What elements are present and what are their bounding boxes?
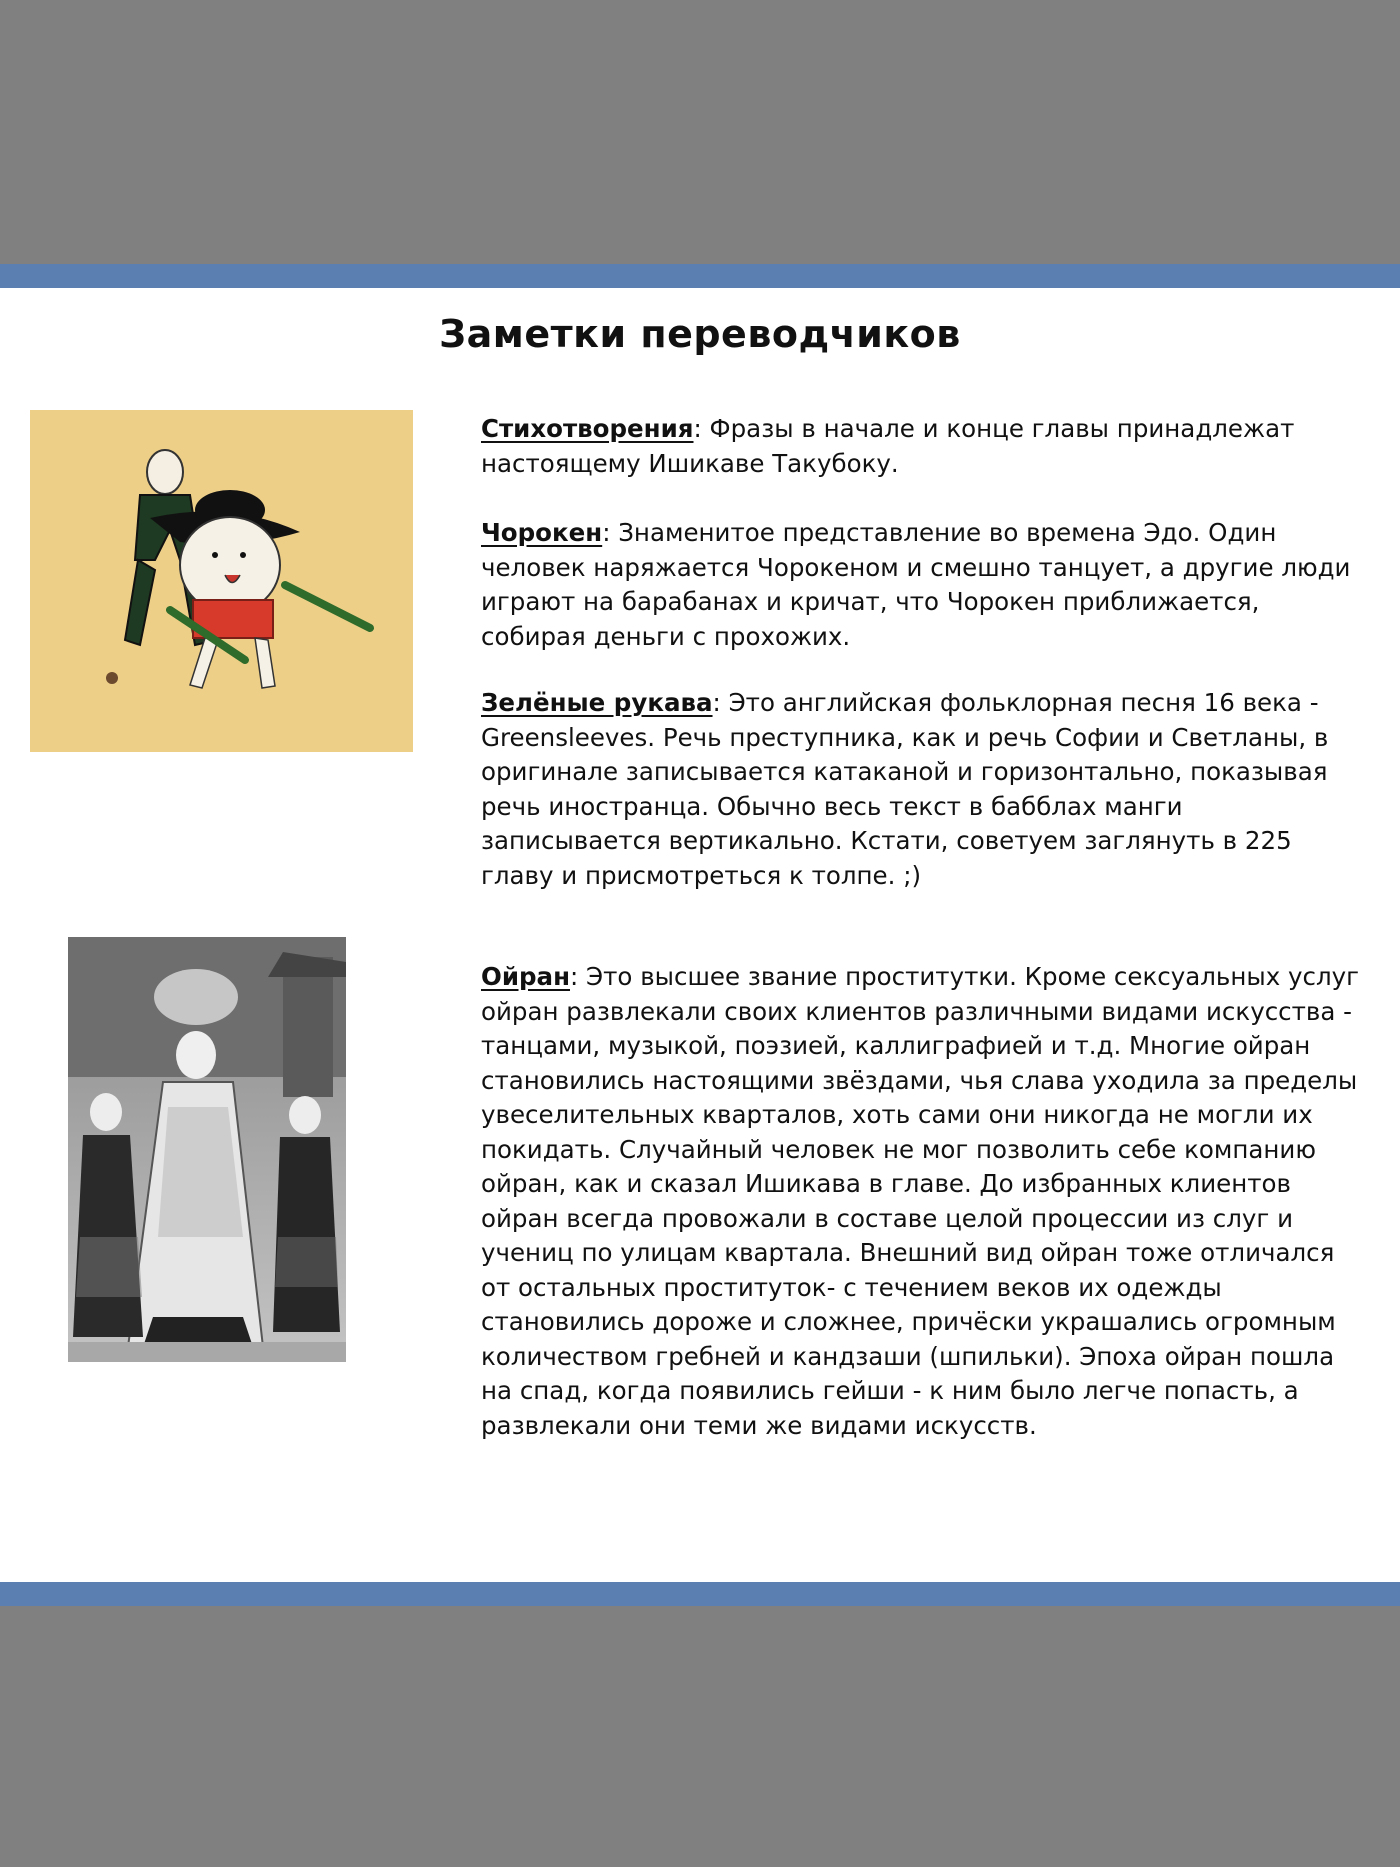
note-text-chorokhen: : Знаменитое представление во времена Эдо. Один человек наряжается Чорокеном и смешно танцует, а другие люди играют на барабанах и кричат, что Чорокен приближается, собирая деньги с прохожих. xyxy=(481,518,1351,651)
bottom-blue-divider xyxy=(0,1582,1400,1606)
chorokhen-illustration xyxy=(30,410,413,752)
note-greensleeves xyxy=(481,686,1361,893)
oiran-photo xyxy=(68,937,346,1362)
note-text-greensleeves: : Это английская фольклорная песня 16 века - Greensleeves. Речь преступника, как и речь Софии и Светланы, в оригинале записывается катаканой и горизонтально, показывая речь иностранца. Обычно весь текст в бабблах манги записывается вертикально. Кстати, советуем заглянуть в 225 главу и присмотреться к толпе. ;) xyxy=(481,688,1329,890)
page-title: Заметки переводчиков xyxy=(439,312,961,356)
bottom-gray-band xyxy=(0,1606,1400,1867)
note-term-oiran: Ойран xyxy=(481,962,570,991)
note-poems xyxy=(481,412,1361,481)
note-oiran xyxy=(481,960,1361,1443)
top-gray-band xyxy=(0,0,1400,264)
note-chorokhen xyxy=(481,516,1361,654)
note-term-poems: Стихотворения xyxy=(481,414,694,443)
note-term-greensleeves: Зелёные рукава xyxy=(481,688,713,717)
note-term-chorokhen: Чорокен xyxy=(481,518,603,547)
top-blue-divider xyxy=(0,264,1400,288)
note-text-oiran: : Это высшее звание проститутки. Кроме сексуальных услуг ойран развлекали своих клиентов различными видами искусства - танцами, музыкой, поэзией, каллиграфией и т.д. Многие ойран становились настоящими звёздами, чья слава уходила за пределы увеселительных кварталов, хоть сами они никогда не могли их покидать. Случайный человек не мог позволить себе компанию ойран, как и сказал Ишикава в главе. До избранных клиентов ойран всегда провожали в составе целой процессии из слуг и учениц по улицам квартала. Внешний вид ойран тоже отличался от остальных проституток- с течением веков их одежды становились дороже и сложнее, причёски украшались огромным количеством гребней и кандзаши (шпильки). Эпоха ойран пошла на спад, когда появились гейши - к ним было легче попасть, а развлекали они теми же видами искусств. xyxy=(481,962,1360,1440)
note-text-poems: : Фразы в начале и конце главы принадлежат настоящему Ишикаве Такубоку. xyxy=(481,414,1295,478)
